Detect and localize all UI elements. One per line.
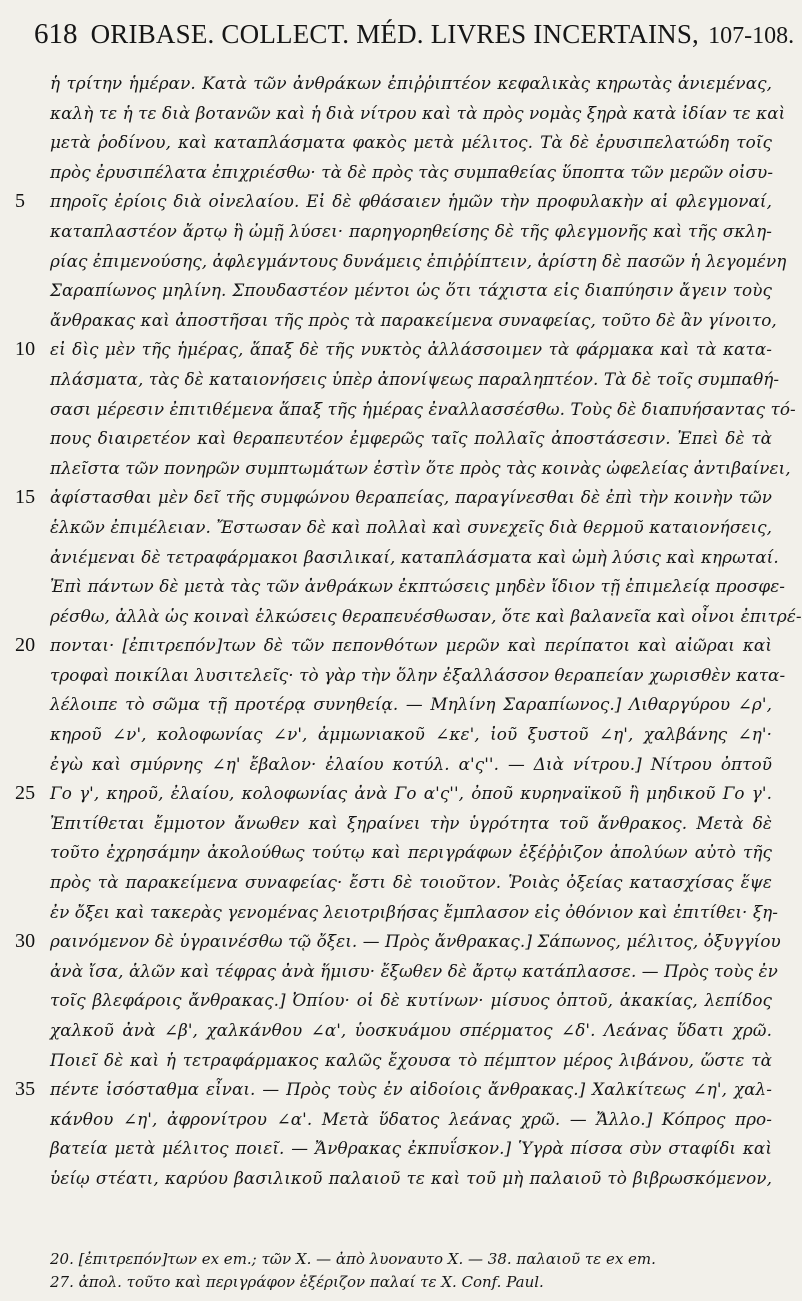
- body-line: [50, 276, 772, 306]
- body-line: [50, 306, 777, 336]
- body-line: [50, 543, 779, 573]
- line-text: πέντε ἰσόσταθμα εἶναι. — Πρὸς τοὺς ἐν αἰδοίοις ἄνθρακας.] Χαλκίτεως ∠η', χαλ-: [50, 1079, 772, 1100]
- line-text: καταπλαστέον ἄρτῳ ἢ ὠμῇ λύσει· παρηγορηθείσης δὲ τῆς φλεγμονῆς καὶ τῆς σκλη-: [50, 220, 772, 241]
- line-text: μετὰ ῥοδίνου, καὶ καταπλάσματα φακὸς μετὰ μέλιτος. Τὰ δὲ ἐρυσιπελατώδη τοῖς: [50, 132, 772, 153]
- body-line: [50, 217, 772, 247]
- chapter-range: 107-108.: [708, 23, 795, 49]
- line-text: κάνθου ∠η', ἀφρονίτρου ∠α'. Μετὰ ὕδατος λεάνας χρῶ. — Ἄλλο.] Κόπρος προ-: [50, 1108, 772, 1129]
- body-line: [50, 1105, 772, 1135]
- body-line: [15, 927, 781, 957]
- body-line: [50, 424, 772, 454]
- line-text: ἑλκῶν ἐπιμέλειαν. Ἔστωσαν δὲ καὶ πολλαὶ καὶ συνεχεῖς διὰ θερμοῦ καταιονήσεις,: [50, 516, 772, 537]
- page-header: [34, 18, 795, 62]
- body-line: [50, 750, 772, 780]
- body-line: [50, 454, 791, 484]
- line-text: πρὸς ἐρυσιπέλατα ἐπιχριέσθω· τὰ δὲ πρὸς τὰς συμπαθείας ὕποπτα τῶν μερῶν οἰσυ-: [50, 161, 774, 182]
- line-text: τροφαὶ ποικίλαι λυσιτελεῖς· τὸ γὰρ τὴν ὅλην ἐξαλλάσσον θεραπείαν χωρισθὲν κατα-: [50, 664, 786, 685]
- running-head: ORIBASE. COLLECT. MÉD. LIVRES INCERTAINS,: [90, 19, 700, 49]
- body-line: [50, 247, 787, 277]
- line-number: 20: [15, 634, 36, 657]
- line-text: πηροῖς ἐρίοις διὰ οἰνελαίου. Εἰ δὲ φθάσαιεν ἡμῶν τὴν προφυλακὴν αἱ φλεγμοναί,: [50, 191, 772, 212]
- body-line: [50, 898, 779, 928]
- body-line: [15, 779, 772, 809]
- body-line: [15, 631, 772, 661]
- line-text: πους διαιρετέον καὶ θεραπευτέον ἐμφερῶς ταῖς πολλαῖς ἀποστάσεσιν. Ἐπεὶ δὲ τὰ: [50, 428, 772, 449]
- body-line: [50, 365, 780, 395]
- body-line: [50, 128, 772, 158]
- line-text: χαλκοῦ ἀνὰ ∠β', χαλκάνθου ∠α', ὑοσκυάμου σπέρματος ∠δ'. Λεάνας ὕδατι χρῶ.: [50, 1020, 772, 1040]
- line-text: Ἐπὶ πάντων δὲ μετὰ τὰς τῶν ἀνθράκων ἐκπτώσεις μηδὲν ἴδιον τῇ ἐπιμελείᾳ προσφε-: [50, 576, 786, 597]
- footnote-line: 27. ἀπολ. τοῦτο καὶ περιγράφον ἐξέριζον παλαί τε X. Conf. Paul.: [50, 1273, 544, 1291]
- line-number: 25: [15, 782, 36, 805]
- line-text: ἀφίστασθαι μὲν δεῖ τῆς συμφώνου θεραπείας, παραγίνεσθαι δὲ ἐπὶ τὴν κοινὴν τῶν: [50, 487, 772, 508]
- body-line: [50, 69, 772, 99]
- footnotes: [50, 1248, 775, 1294]
- line-text: λέλοιπε τὸ σῶμα τῇ προτέρᾳ συνηθείᾳ. — Μηλίνη Σαραπίωνος.] Λιθαργύρου ∠ρ',: [50, 694, 772, 715]
- line-text: ραινόμενον δὲ ὑγραινέσθω τῷ ὄξει. — Πρὸς ἄνθρακας.] Σάπωνος, μέλιτος, ὀξυγγίου: [50, 931, 781, 952]
- line-text: πλάσματα, τὰς δὲ καταιονήσεις ὑπὲρ ἀπονίψεως παραληπτέον. Τὰ δὲ τοῖς συμπαθή-: [50, 368, 780, 389]
- body-line: [50, 158, 772, 188]
- line-text: πλεῖστα τῶν πονηρῶν συμπτωμάτων ἐστὶν ὅτε πρὸς τὰς κοινὰς ὠφελείας ἀντιβαίνει,: [50, 457, 791, 478]
- line-text: κηροῦ ∠ν', κολοφωνίας ∠ν', ἀμμωνιακοῦ ∠κε', ἰοῦ ξυστοῦ ∠η', χαλβάνης ∠η'·: [50, 724, 772, 745]
- line-text: εἰ δὶς μὲν τῆς ἡμέρας, ἅπαξ δὲ τῆς νυκτὸς ἀλλάσσοιμεν τὰ φάρμακα καὶ τὰ κατα-: [50, 339, 772, 360]
- page-number: 618: [34, 18, 78, 50]
- line-number: 30: [15, 930, 36, 953]
- body-line: [15, 483, 772, 513]
- line-number: 5: [15, 190, 26, 213]
- line-text: ἐγὼ καὶ σμύρνης ∠η' ἔβαλον· ἐλαίου κοτύλ. α'ς''. — Διὰ νίτρου.] Νίτρου ὀπτοῦ: [50, 753, 772, 774]
- body-line: [50, 602, 802, 632]
- body-line: [50, 1134, 772, 1164]
- line-text: ὑείῳ στέατι, καρύου βασιλικοῦ παλαιοῦ τε καὶ τοῦ μὴ παλαιοῦ τὸ βιβρωσκόμενον,: [50, 1167, 772, 1188]
- line-text: ρέσθω, ἀλλὰ ὡς κοιναὶ ἑλκώσεις θεραπευέσθωσαν, ὅτε καὶ βαλανεῖα καὶ οἶνοι ἐπιτρέ-: [50, 605, 802, 626]
- body-line: [50, 986, 772, 1016]
- line-text: Σαραπίωνος μηλίνη. Σπουδαστέον μέντοι ὡς ὅτι τάχιστα εἰς διαπύησιν ἄγειν τοὺς: [50, 280, 772, 301]
- line-text: ἀνὰ ἴσα, ἁλῶν καὶ τέφρας ἀνὰ ἥμισυ· ἔξωθεν δὲ ἄρτῳ κατάπλασσε. — Πρὸς τοὺς ἐν: [50, 960, 778, 981]
- line-text: Ποιεῖ δὲ καὶ ἡ τετραφάρμακος καλῶς ἔχουσα τὸ πέμπτον μέρος λιβάνου, ὥστε τὰ: [50, 1049, 772, 1070]
- body-line: [50, 661, 786, 691]
- body-line: [50, 957, 778, 987]
- body-line: [50, 690, 772, 720]
- body-text: [15, 69, 802, 1194]
- line-text: ρίας ἐπιμενούσης, ἀφλεγμάντους δυνάμεις ἐπιῤῥίπτειν, ἀρίστη δὲ πασῶν ἡ λεγομένη: [50, 250, 787, 271]
- line-number: 15: [15, 486, 36, 509]
- body-line: [50, 868, 772, 898]
- line-text: τοῖς βλεφάροις ἄνθρακας.] Ὀπίου· οἱ δὲ κυτίνων· μίσυος ὀπτοῦ, ἀκακίας, λεπίδος: [50, 990, 772, 1011]
- body-line: [15, 187, 772, 217]
- line-text: πρὸς τὰ παρακείμενα συναφείας· ἔστι δὲ τοιοῦτον. Ῥοιὰς ὀξείας κατασχίσας ἕψε: [50, 872, 772, 893]
- line-text: ἀνιέμεναι δὲ τετραφάρμακοι βασιλικαί, καταπλάσματα καὶ ὠμὴ λύσις καὶ κηρωταί.: [50, 546, 779, 567]
- line-text: ἄνθρακας καὶ ἀποστῆσαι τῆς πρὸς τὰ παρακείμενα συναφείας, τοῦτο δὲ ἂν γίνοιτο,: [50, 309, 777, 330]
- line-text: Ἐπιτίθεται ἔμμοτον ἄνωθεν καὶ ξηραίνει τὴν ὑγρότητα τοῦ ἄνθρακος. Μετὰ δὲ: [50, 812, 772, 833]
- body-line: [50, 720, 772, 750]
- body-line: [50, 1046, 772, 1076]
- body-line: [15, 335, 772, 365]
- footnote-line: 20. [ἐπιτρεπόν]των ex em.; τῶν X. — ἀπὸ λυοναυτο X. — 38. παλαιοῦ τε ex em.: [50, 1250, 656, 1268]
- line-text: Γο γ', κηροῦ, ἐλαίου, κολοφωνίας ἀνὰ Γο α'ς'', ὀποῦ κυρηναϊκοῦ ἢ μηδικοῦ Γο γ'.: [50, 783, 772, 804]
- line-text: σασι μέρεσιν ἐπιτιθέμενα ἅπαξ τῆς ἡμέρας ἐναλλασσέσθω. Τοὺς δὲ διαπυήσαντας τό-: [50, 398, 796, 419]
- body-line: [50, 838, 772, 868]
- body-line: [50, 1016, 772, 1046]
- line-text: ἡ τρίτην ἡμέραν. Κατὰ τῶν ἀνθράκων ἐπιῤῥιπτέον κεφαλικὰς κηρωτὰς ἀνιεμένας,: [50, 73, 772, 93]
- body-line: [50, 809, 772, 839]
- body-line: [15, 1075, 772, 1105]
- body-line: [50, 572, 786, 602]
- line-number: 10: [15, 338, 36, 361]
- line-number: 35: [15, 1078, 36, 1101]
- body-line: [50, 395, 796, 425]
- line-text: ἐν ὄξει καὶ τακερὰς γενομένας λειοτριβήσας ἔμπλασον εἰς ὀθόνιον καὶ ἐπιτίθει· ξη-: [50, 901, 779, 922]
- line-text: βατεία μετὰ μέλιτος ποιεῖ. — Ἄνθρακας ἐκπυΐσκον.] Ὑγρὰ πίσσα σὺν σταφίδι καὶ: [50, 1138, 772, 1159]
- body-line: [50, 1164, 772, 1194]
- body-line: [50, 99, 786, 129]
- line-text: πονται· [ἐπιτρεπόν]των δὲ τῶν πεπονθότων μερῶν καὶ περίπατοι καὶ αἰῶραι καὶ: [50, 635, 772, 656]
- body-line: [50, 513, 772, 543]
- line-text: καλὴ τε ἡ τε διὰ βοτανῶν καὶ ἡ διὰ νίτρου καὶ τὰ πρὸς νομὰς ξηρὰ κατὰ ἰδίαν τε καὶ: [50, 102, 786, 123]
- line-text: τοῦτο ἐχρησάμην ἀκολούθως τούτῳ καὶ περιγράφων ἐξέῤῥιζον ἀπολύων αὐτὸ τῆς: [50, 842, 772, 863]
